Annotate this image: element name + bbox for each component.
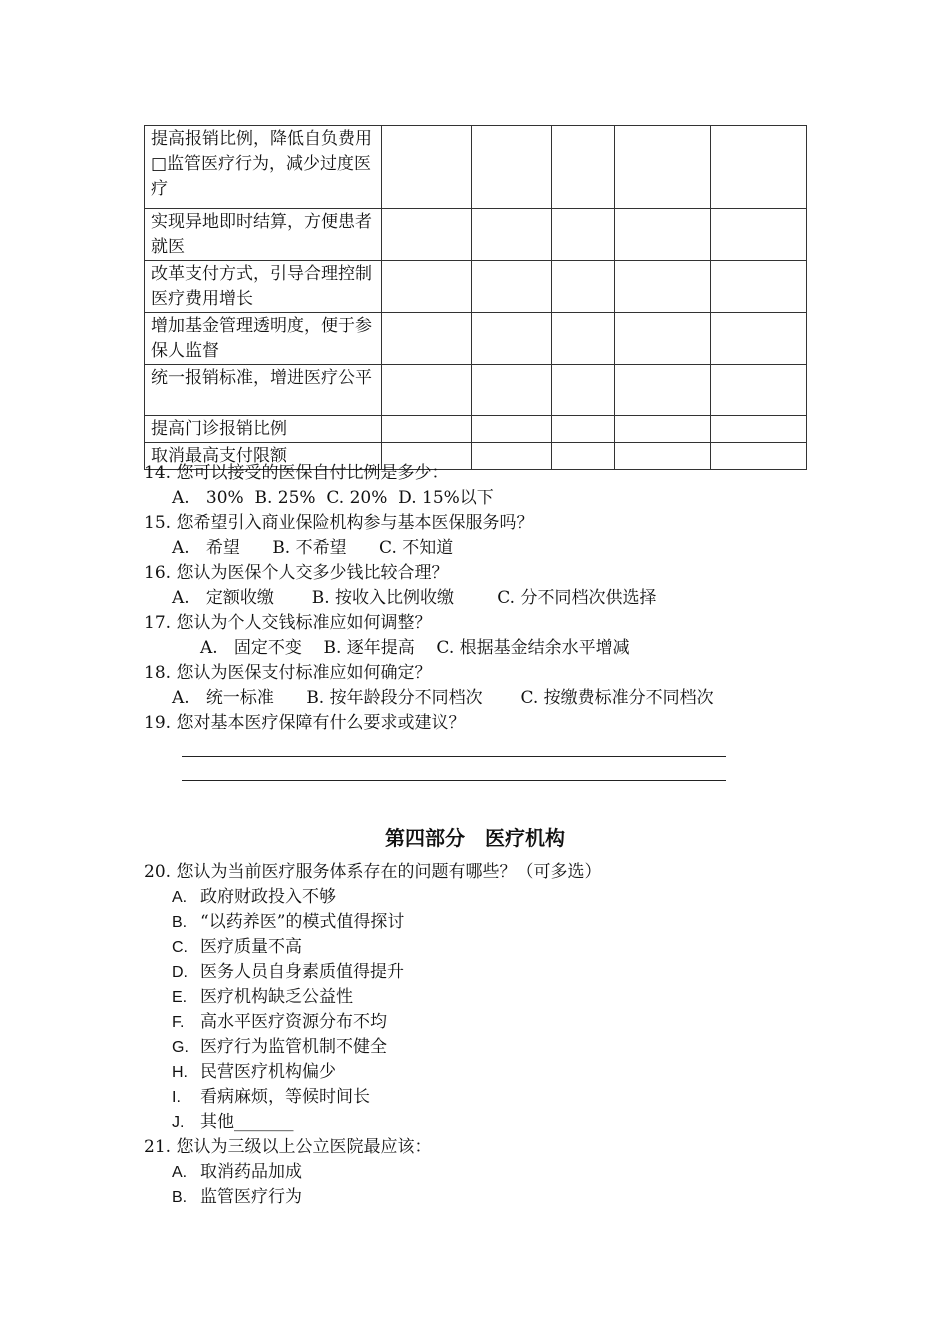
option-text: 取消药品加成	[200, 1162, 302, 1182]
option-marker: C.	[172, 939, 188, 956]
question-20-option[interactable]	[172, 885, 336, 910]
option-text: 其他_______	[200, 1112, 294, 1132]
rating-cell[interactable]	[711, 365, 807, 416]
question-20-option[interactable]	[172, 1085, 370, 1110]
option-text: 监管医疗行为	[200, 1187, 302, 1207]
question-19: 19. 您对基本医疗保障有什么要求或建议？	[144, 713, 466, 733]
answer-blank-line[interactable]	[182, 756, 726, 757]
rating-cell[interactable]	[711, 261, 807, 313]
question-20-option[interactable]	[172, 910, 404, 935]
table-row	[145, 126, 807, 209]
option-text: “以药养医”的模式值得探讨	[200, 912, 405, 932]
option-marker: I.	[172, 1089, 181, 1106]
table-row	[145, 313, 807, 365]
question-21: 21. 您认为三级以上公立医院最应该：	[144, 1137, 432, 1157]
rating-cell[interactable]	[382, 365, 472, 416]
row-label: 取消最高支付限额	[145, 443, 382, 470]
question-20-option[interactable]	[172, 935, 302, 960]
rating-cell[interactable]	[552, 443, 615, 470]
question-17-options[interactable]: A. 固定不变 B. 逐年提高 C. 根据基金结余水平增减	[200, 638, 630, 658]
question-20-option[interactable]	[172, 985, 353, 1010]
rating-cell[interactable]	[472, 209, 552, 261]
question-21-option[interactable]	[172, 1185, 302, 1210]
question-16: 16. 您认为医保个人交多少钱比较合理？	[144, 563, 449, 583]
rating-cell[interactable]	[615, 313, 711, 365]
rating-cell[interactable]	[711, 313, 807, 365]
rating-cell[interactable]	[552, 209, 615, 261]
option-marker: H.	[172, 1064, 188, 1081]
option-text: 医疗质量不高	[200, 937, 302, 957]
rating-cell[interactable]	[382, 416, 472, 443]
option-marker: A.	[172, 1164, 188, 1181]
option-marker: B.	[172, 914, 188, 931]
question-20-option[interactable]	[172, 1035, 387, 1060]
rating-cell[interactable]	[382, 209, 472, 261]
rating-cell[interactable]	[382, 126, 472, 209]
rating-cell[interactable]	[472, 416, 552, 443]
option-text: 民营医疗机构偏少	[200, 1062, 336, 1082]
table-row	[145, 209, 807, 261]
evaluation-table	[144, 125, 807, 470]
rating-cell[interactable]	[711, 126, 807, 209]
question-14: 14. 您可以接受的医保自付比例是多少：	[144, 463, 449, 483]
rating-cell[interactable]	[711, 416, 807, 443]
rating-cell[interactable]	[472, 365, 552, 416]
rating-cell[interactable]	[382, 261, 472, 313]
option-marker: A.	[172, 889, 188, 906]
option-marker: F.	[172, 1014, 185, 1031]
rating-cell[interactable]	[552, 313, 615, 365]
row-label: 统一报销标准，增进医疗公平	[145, 365, 382, 416]
rating-cell[interactable]	[711, 443, 807, 470]
question-20-option[interactable]	[172, 1010, 387, 1035]
option-marker: G.	[172, 1039, 189, 1056]
rating-cell[interactable]	[552, 365, 615, 416]
table-row	[145, 416, 807, 443]
option-text: 看病麻烦，等候时间长	[200, 1087, 370, 1107]
row-label: 改革支付方式，引导合理控制医疗费用增长	[145, 261, 382, 313]
rating-cell[interactable]	[615, 443, 711, 470]
question-15-options[interactable]: A. 希望 B. 不希望 C. 不知道	[172, 538, 454, 558]
option-text: 医疗行为监管机制不健全	[200, 1037, 387, 1057]
rating-cell[interactable]	[615, 365, 711, 416]
row-label: 提高门诊报销比例	[145, 416, 382, 443]
rating-cell[interactable]	[615, 209, 711, 261]
question-20-option[interactable]	[172, 1110, 294, 1135]
option-marker: J.	[172, 1114, 185, 1131]
rating-cell[interactable]	[552, 126, 615, 209]
question-20: 20. 您认为当前医疗服务体系存在的问题有哪些？（可多选）	[144, 862, 602, 882]
question-18-options[interactable]: A. 统一标准 B. 按年龄段分不同档次 C. 按缴费标准分不同档次	[172, 688, 714, 708]
answer-blank-line[interactable]	[182, 780, 726, 781]
rating-cell[interactable]	[382, 313, 472, 365]
question-16-options[interactable]: A. 定额收缴 B. 按收入比例收缴 C. 分不同档次供选择	[172, 588, 657, 608]
rating-cell[interactable]	[552, 416, 615, 443]
question-21-option[interactable]	[172, 1160, 302, 1185]
question-18: 18. 您认为医保支付标准应如何确定？	[144, 663, 432, 683]
row-label: 提高报销比例，降低自负费用□监管医疗行为，减少过度医疗	[145, 126, 382, 209]
option-marker: E.	[172, 989, 188, 1006]
section-title: 第四部分 医疗机构	[385, 826, 565, 850]
option-text: 高水平医疗资源分布不均	[200, 1012, 387, 1032]
rating-cell[interactable]	[615, 126, 711, 209]
rating-cell[interactable]	[472, 126, 552, 209]
rating-cell[interactable]	[472, 313, 552, 365]
row-label: 实现异地即时结算，方便患者就医	[145, 209, 382, 261]
row-label: 增加基金管理透明度，便于参保人监督	[145, 313, 382, 365]
rating-cell[interactable]	[472, 261, 552, 313]
rating-cell[interactable]	[711, 209, 807, 261]
option-text: 医疗机构缺乏公益性	[200, 987, 353, 1007]
table-row	[145, 365, 807, 416]
table-row	[145, 261, 807, 313]
option-text: 医务人员自身素质值得提升	[200, 962, 404, 982]
question-20-option[interactable]	[172, 1060, 336, 1085]
rating-cell[interactable]	[615, 261, 711, 313]
question-14-options[interactable]: A. 30% B. 25% C. 20% D. 15%以下	[172, 488, 494, 508]
question-17: 17. 您认为个人交钱标准应如何调整？	[144, 613, 432, 633]
option-text: 政府财政投入不够	[200, 887, 336, 907]
option-marker: B.	[172, 1189, 188, 1206]
question-20-option[interactable]	[172, 960, 404, 985]
rating-cell[interactable]	[472, 443, 552, 470]
rating-cell[interactable]	[615, 416, 711, 443]
rating-cell[interactable]	[552, 261, 615, 313]
question-15: 15. 您希望引入商业保险机构参与基本医保服务吗？	[144, 513, 534, 533]
option-marker: D.	[172, 964, 188, 981]
